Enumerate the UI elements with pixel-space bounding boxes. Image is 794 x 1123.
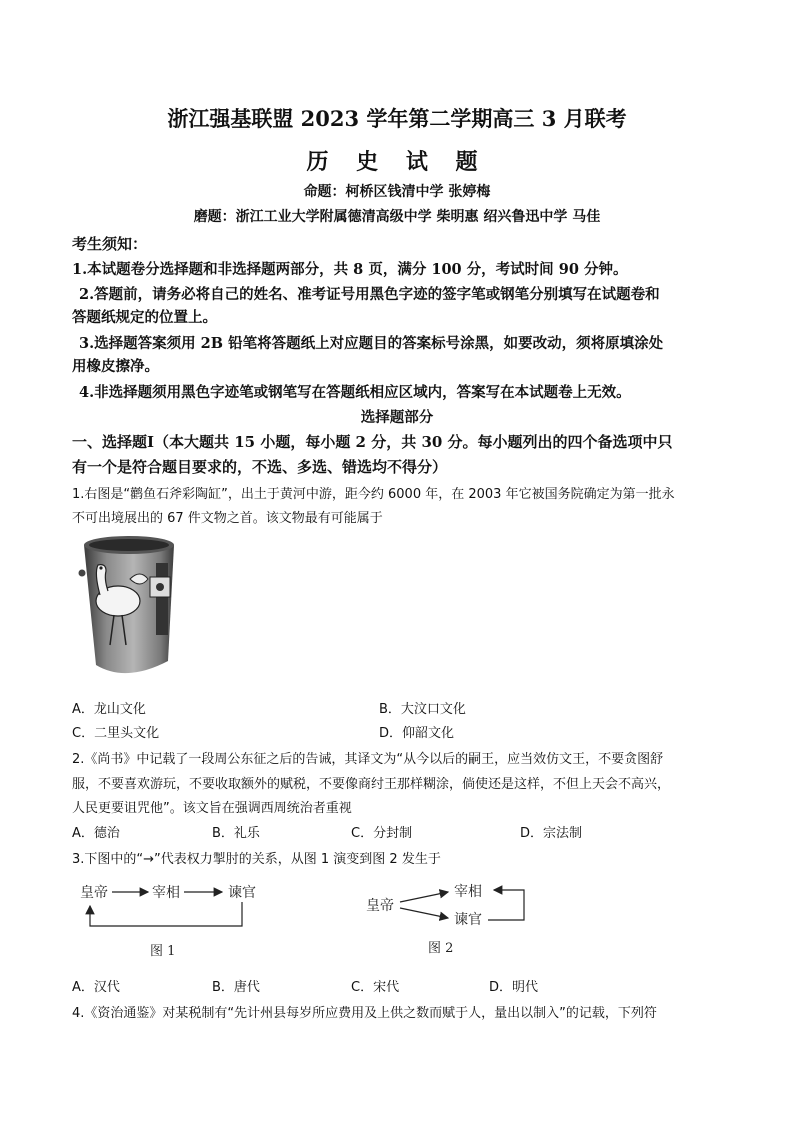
fig1-caption: 图 1 [150,944,176,959]
fig1-arrow-censor-emperor [90,902,242,926]
q1-option-c[interactable]: C．二里头文化 [72,726,160,741]
exam-title: 浙江强基联盟 2023 学年第二学期高三 3 月联考 [167,106,627,131]
figure-1-diagram [72,876,272,960]
fig2-caption: 图 2 [428,941,454,956]
q3-option-d[interactable]: D．明代 [489,980,539,995]
q3-option-b[interactable]: B．唐代 [212,980,260,995]
q1-option-d[interactable]: D．仰韶文化 [379,726,455,741]
q1-option-b[interactable]: B．大汶口文化 [379,702,466,717]
question-setter: 命题：柯桥区钱清中学 张婷梅 [303,184,491,200]
fig2-arrow-emperor-chancellor [400,892,448,902]
q2-option-a[interactable]: A．德治 [72,826,120,841]
q2-option-b[interactable]: B．礼乐 [212,826,260,841]
fig1-emperor-label: 皇帝 [80,885,108,901]
exam-subject: 历 史 试 题 [306,149,488,175]
notice-item-1: 1.本试题卷分选择题和非选择题两部分，共 8 页，满分 100 分，考试时间 90 分钟。 [72,261,628,278]
part-instructions-line-2: 有一个是符合题目要求的，不选、多选、错选均不得分） [72,458,448,476]
section-title: 选择题部分 [360,409,434,426]
q3-option-c[interactable]: C．宋代 [351,980,400,995]
notice-item-2-line-1: 2.答题前，请务必将自己的姓名、准考证号用黑色字迹的签字笔或钢笔分别填写在试题卷和 [79,286,660,303]
q4-line-1: 4.《资治通鉴》对某税制有“先计州县每岁所应费用及上供之数而赋于人，量出以制入”的记载，下列符 [72,1006,657,1021]
fig2-emperor-label: 皇帝 [366,898,394,914]
fig1-censor-label: 谏官 [228,885,256,901]
fig1-chancellor-label: 宰相 [152,885,180,901]
fig2-arrow-emperor-censor [400,908,448,918]
fig2-arrow-censor-chancellor [488,890,524,920]
q2-line-3: 人民更要诅咒他”。该文旨在强调西周统治者重视 [72,801,352,816]
figure-2-diagram [360,876,540,960]
q3-line-1: 3.下图中的“→”代表权力掣肘的关系，从图 1 演变到图 2 发生于 [72,852,441,867]
question-reviewer: 磨题：浙江工业大学附属德清高级中学 柴明惠 绍兴鲁迅中学 马佳 [193,209,601,225]
notice-item-3-line-2: 用橡皮擦净。 [72,358,159,375]
q2-option-d[interactable]: D．宗法制 [520,826,583,841]
painted-pottery-jar-image [70,533,182,683]
notice-item-4: 4.非选择题须用黑色字迹笔或钢笔写在答题纸相应区域内，答案写在本试题卷上无效。 [79,384,631,401]
q2-line-2: 服，不要喜欢游玩，不要收取额外的赋税，不要像商纣王那样糊涂，倘使还是这样，不但上天会不高兴， [72,777,671,792]
notice-item-2-line-2: 答题纸规定的位置上。 [72,309,217,326]
q2-option-c[interactable]: C．分封制 [351,826,413,841]
q1-line-2: 不可出境展出的 67 件文物之首。该文物最有可能属于 [72,511,383,526]
notice-heading: 考生须知： [72,235,148,253]
part-instructions-line-1: 一、选择题Ⅰ（本大题共 15 小题，每小题 2 分，共 30 分。每小题列出的四个备选项中只 [72,433,673,451]
fig2-chancellor-label: 宰相 [454,884,482,900]
q1-option-a[interactable]: A．龙山文化 [72,702,146,717]
q1-line-1: 1.右图是“鹳鱼石斧彩陶缸”，出土于黄河中游，距今约 6000 年，在 2003 年它被国务院确定为第一批永 [72,487,675,502]
notice-item-3-line-1: 3.选择题答案须用 2B 铅笔将答题纸上对应题目的答案标号涂黑，如要改动，须将原填涂处 [79,335,664,352]
fig2-censor-label: 谏官 [454,912,482,928]
q3-option-a[interactable]: A．汉代 [72,980,120,995]
q2-line-1: 2.《尚书》中记载了一段周公东征之后的告诫，其译文为“从今以后的嗣王，应当效仿文王，不要贪图舒 [72,752,664,767]
